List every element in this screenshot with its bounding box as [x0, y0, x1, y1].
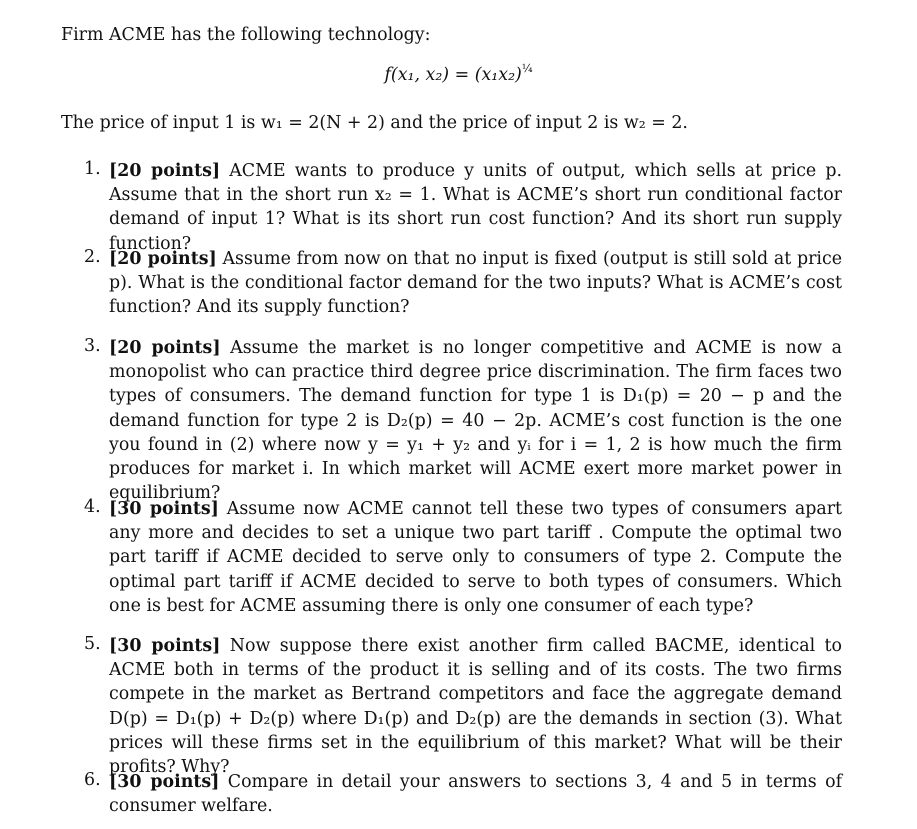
- intro-text: Firm ACME has the following technology:: [61, 25, 431, 45]
- question-points: [30 points]: [109, 499, 219, 519]
- question-text: Compare in detail your answers to sections 3, 4 and 5 in terms of consumer welfare.: [109, 772, 842, 817]
- question-3: [84, 336, 842, 505]
- input-prices-text: The price of input 1 is w₁ = 2(N + 2) and the price of input 2 is w₂ = 2.: [61, 113, 688, 133]
- question-text: ACME wants to produce y units of output, which sells at price p. Assume that in the short run x₂ = 1. What is ACME’s short run conditional factor demand of input 1? What is its short run cost function? And its short run supply function?: [109, 161, 842, 254]
- question-4: [84, 497, 842, 618]
- question-text: Now suppose there exist another firm called BACME, identical to ACME both in terms of the product it is selling and of its costs. The two firms compete in the market as Bertrand competitors and face the aggregate demand D(p) = D₁(p) + D₂(p) where D₁(p) and D₂(p) are the demands in section (3). What prices will these firms set in the equilibrium of this market? What will be their profits? Why?: [109, 636, 842, 778]
- question-number: 6.: [84, 770, 101, 790]
- question-number: 3.: [84, 336, 101, 356]
- question-1: [84, 159, 842, 256]
- question-5: [84, 634, 842, 779]
- question-text: Assume the market is no longer competitive and ACME is now a monopolist who can practice third degree price discrimination. The firm faces two types of consumers. The demand function for type 1 is D₁(p) = 20 − p and the demand function for type 2 is D₂(p) = 40 − 2p. ACME’s cost function is the one you found in (2) where now y = y₁ + y₂ and yᵢ for i = 1, 2 is how much the firm produces for market i. In which market will ACME exert more market power in equilibrium?: [109, 338, 843, 504]
- formula-expression: f(x₁, x₂) = (x₁x₂): [384, 65, 522, 85]
- question-number: 1.: [84, 159, 101, 179]
- question-points: [20 points]: [109, 338, 221, 358]
- question-points: [20 points]: [109, 161, 221, 181]
- question-number: 5.: [84, 634, 101, 654]
- question-points: [30 points]: [109, 636, 221, 656]
- question-text: Assume now ACME cannot tell these two types of consumers apart any more and decides to set a unique two part tariff . Compute the optimal two part tariff if ACME decided to serve only to consumers of type 2. Compute the optimal part tariff if ACME decided to serve to both types of consumers. Which one is best for ACME assuming there is only one consumer of each type?: [109, 499, 842, 616]
- question-number: 4.: [84, 497, 101, 517]
- production-function: [0, 62, 917, 90]
- question-text: Assume from now on that no input is fixed (output is still sold at price p). What is the conditional factor demand for the two inputs? What is ACME’s cost function? And its supply function?: [109, 249, 842, 318]
- question-2: [84, 247, 842, 320]
- question-number: 2.: [84, 247, 101, 267]
- formula-exponent: ¼: [521, 62, 533, 75]
- question-6: [84, 770, 842, 818]
- question-points: [30 points]: [109, 772, 220, 792]
- question-points: [20 points]: [109, 249, 217, 269]
